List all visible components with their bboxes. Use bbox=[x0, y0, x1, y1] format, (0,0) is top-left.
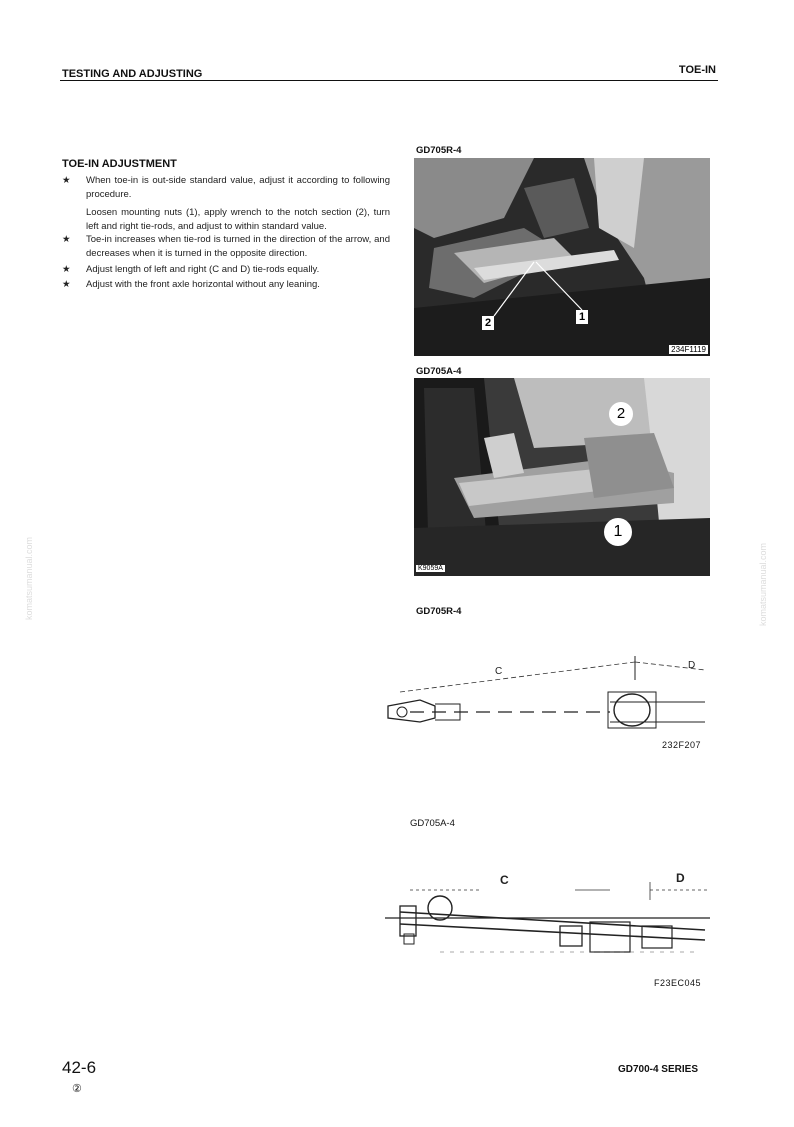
star-icon: ★ bbox=[62, 234, 71, 246]
procedure-step bbox=[62, 233, 390, 260]
callout-2: 2 bbox=[609, 402, 633, 426]
label-d: D bbox=[676, 871, 685, 885]
procedure-step bbox=[62, 263, 390, 277]
photo2-code: K9059A bbox=[418, 565, 443, 572]
revision-mark: ② bbox=[72, 1083, 82, 1095]
photo1-image bbox=[414, 158, 710, 356]
watermark-left: komatsumanual.com bbox=[24, 536, 34, 620]
diagram2-label: GD705A-4 bbox=[410, 818, 455, 829]
label-c: C bbox=[495, 666, 503, 677]
label-c: C bbox=[500, 873, 509, 887]
procedure-step bbox=[62, 174, 390, 201]
model-series: GD700-4 SERIES bbox=[617, 1064, 698, 1075]
diagram-gd705r4 bbox=[380, 640, 710, 735]
photo1-code: 234F1119 bbox=[671, 345, 706, 354]
photo-gd705a4 bbox=[414, 378, 710, 576]
label-d: D bbox=[688, 660, 696, 671]
page-number: 42-6 bbox=[62, 1058, 97, 1077]
photo2-label: GD705A-4 bbox=[416, 366, 462, 377]
step-text: Toe-in increases when tie-rod is turned in the direction of the arrow, and decreases when it is turned in the opposite direction. bbox=[86, 234, 390, 259]
header-topic: TOE-IN bbox=[678, 64, 716, 76]
procedure-step bbox=[62, 278, 390, 292]
section-title: TOE-IN ADJUSTMENT bbox=[62, 158, 177, 170]
diagram1-code: 232F207 bbox=[662, 740, 702, 750]
photo1-label: GD705R-4 bbox=[416, 145, 462, 156]
diagram-gd705a4 bbox=[380, 860, 710, 970]
header-rule bbox=[60, 80, 718, 81]
diagram2-code: F23EC045 bbox=[654, 978, 702, 988]
diagram1-label: GD705R-4 bbox=[416, 606, 462, 617]
step-continuation: Loosen mounting nuts (1), apply wrench to the notch section (2), turn left and right tie-rods, and adjust to within standard value. bbox=[86, 207, 390, 232]
photo-gd705r4 bbox=[414, 158, 710, 356]
star-icon: ★ bbox=[62, 175, 71, 186]
watermark-right: komatsumanual.com bbox=[758, 542, 768, 626]
procedure-list bbox=[62, 174, 390, 292]
callout-1: 1 bbox=[576, 310, 588, 324]
star-icon: ★ bbox=[62, 279, 71, 291]
step-text: When toe-in is out-side standard value, adjust it according to following procedure. bbox=[86, 175, 390, 200]
callout-1: 1 bbox=[604, 518, 632, 546]
header-section-title: TESTING AND ADJUSTING bbox=[62, 68, 203, 80]
callout-2: 2 bbox=[482, 316, 494, 330]
step-text: Adjust with the front axle horizontal without any leaning. bbox=[86, 279, 320, 291]
photo2-image bbox=[414, 378, 710, 576]
star-icon: ★ bbox=[62, 263, 71, 275]
step-text: Adjust length of left and right (C and D) tie-rods equally. bbox=[86, 263, 320, 275]
